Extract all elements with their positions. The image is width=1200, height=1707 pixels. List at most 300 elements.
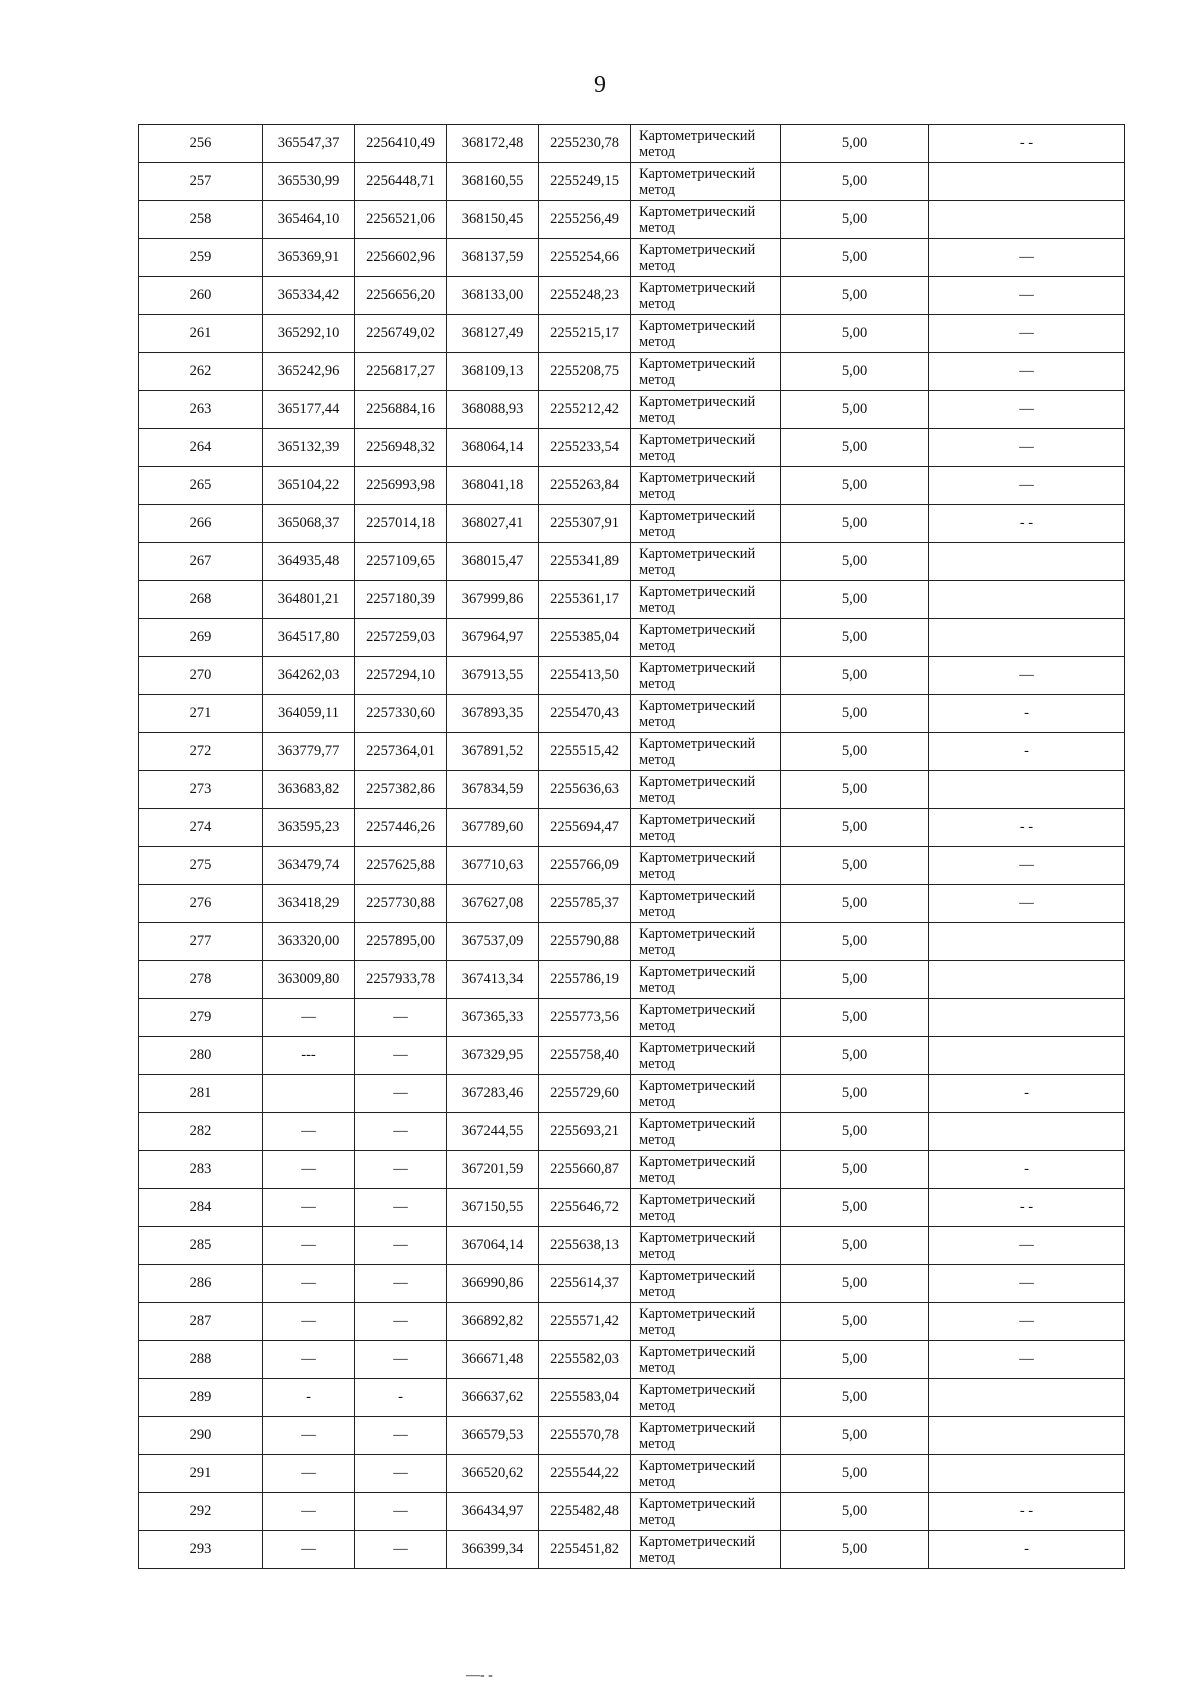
method-label-line2: метод xyxy=(639,1549,675,1566)
method-cell xyxy=(631,1341,781,1379)
refined-x-cell: 368027,41 xyxy=(447,505,539,543)
refined-y-cell: 2255785,37 xyxy=(539,885,631,923)
table-row xyxy=(139,1303,1125,1341)
method-label-line1: Картометрический xyxy=(639,963,756,980)
accuracy-cell: 5,00 xyxy=(781,543,929,581)
refined-x-cell: 366892,82 xyxy=(447,1303,539,1341)
point-number-cell: 288 xyxy=(139,1341,263,1379)
refined-x-cell: 367283,46 xyxy=(447,1075,539,1113)
method-label-line2: метод xyxy=(639,1093,675,1110)
refined-x-cell: 368109,13 xyxy=(447,353,539,391)
accuracy-cell: 5,00 xyxy=(781,353,929,391)
table-row xyxy=(139,353,1125,391)
existing-y-cell: — xyxy=(355,1265,447,1303)
table-row xyxy=(139,239,1125,277)
note-cell xyxy=(929,771,1125,809)
table-row xyxy=(139,201,1125,239)
existing-x-cell: 363779,77 xyxy=(263,733,355,771)
refined-x-cell: 366434,97 xyxy=(447,1493,539,1531)
method-label-line2: метод xyxy=(639,409,675,426)
method-label-line2: метод xyxy=(639,1131,675,1148)
method-cell xyxy=(631,1189,781,1227)
method-label-line1: Картометрический xyxy=(639,887,756,904)
method-label-line2: метод xyxy=(639,1397,675,1414)
refined-y-cell: 2255570,78 xyxy=(539,1417,631,1455)
note-cell xyxy=(929,961,1125,999)
note-cell: - xyxy=(929,1151,1125,1189)
existing-x-cell: — xyxy=(263,1341,355,1379)
existing-y-cell: — xyxy=(355,1151,447,1189)
note-cell: — xyxy=(929,429,1125,467)
table-row xyxy=(139,885,1125,923)
method-cell xyxy=(631,1455,781,1493)
method-cell xyxy=(631,1037,781,1075)
note-cell xyxy=(929,543,1125,581)
accuracy-cell: 5,00 xyxy=(781,657,929,695)
method-label-line1: Картометрический xyxy=(639,659,756,676)
accuracy-cell: 5,00 xyxy=(781,999,929,1037)
refined-x-cell: 366990,86 xyxy=(447,1265,539,1303)
page-number: 9 xyxy=(594,72,606,98)
refined-x-cell: 368150,45 xyxy=(447,201,539,239)
existing-y-cell: 2257259,03 xyxy=(355,619,447,657)
method-label-line2: метод xyxy=(639,1207,675,1224)
existing-x-cell: 363683,82 xyxy=(263,771,355,809)
table-row xyxy=(139,1531,1125,1569)
existing-x-cell: — xyxy=(263,1303,355,1341)
method-cell xyxy=(631,695,781,733)
point-number-cell: 272 xyxy=(139,733,263,771)
existing-x-cell: 365547,37 xyxy=(263,125,355,163)
existing-x-cell: 364059,11 xyxy=(263,695,355,733)
accuracy-cell: 5,00 xyxy=(781,1493,929,1531)
method-label-line2: метод xyxy=(639,1435,675,1452)
note-cell xyxy=(929,201,1125,239)
point-number-cell: 264 xyxy=(139,429,263,467)
accuracy-cell: 5,00 xyxy=(781,961,929,999)
method-label-line2: метод xyxy=(639,523,675,540)
method-cell xyxy=(631,543,781,581)
method-label-line1: Картометрический xyxy=(639,203,756,220)
note-cell: — xyxy=(929,239,1125,277)
note-cell: - - xyxy=(929,505,1125,543)
point-number-cell: 268 xyxy=(139,581,263,619)
refined-y-cell: 2255694,47 xyxy=(539,809,631,847)
accuracy-cell: 5,00 xyxy=(781,1113,929,1151)
existing-y-cell: — xyxy=(355,1189,447,1227)
existing-x-cell: 365530,99 xyxy=(263,163,355,201)
table-row xyxy=(139,809,1125,847)
existing-y-cell: 2257014,18 xyxy=(355,505,447,543)
note-cell xyxy=(929,163,1125,201)
note-cell: — xyxy=(929,277,1125,315)
accuracy-cell: 5,00 xyxy=(781,885,929,923)
note-cell: — xyxy=(929,467,1125,505)
refined-x-cell: 368064,14 xyxy=(447,429,539,467)
note-cell: — xyxy=(929,885,1125,923)
method-cell xyxy=(631,619,781,657)
refined-y-cell: 2255614,37 xyxy=(539,1265,631,1303)
point-number-cell: 283 xyxy=(139,1151,263,1189)
method-cell xyxy=(631,771,781,809)
existing-y-cell: — xyxy=(355,1493,447,1531)
note-cell: — xyxy=(929,315,1125,353)
refined-x-cell: 367244,55 xyxy=(447,1113,539,1151)
method-cell xyxy=(631,809,781,847)
existing-y-cell: — xyxy=(355,1455,447,1493)
refined-y-cell: 2255482,48 xyxy=(539,1493,631,1531)
table-row xyxy=(139,429,1125,467)
method-cell xyxy=(631,467,781,505)
method-label-line2: метод xyxy=(639,257,675,274)
refined-y-cell: 2255571,42 xyxy=(539,1303,631,1341)
method-label-line1: Картометрический xyxy=(639,1153,756,1170)
method-cell xyxy=(631,1227,781,1265)
method-cell xyxy=(631,239,781,277)
refined-y-cell: 2255636,63 xyxy=(539,771,631,809)
existing-x-cell: — xyxy=(263,1531,355,1569)
method-label-line2: метод xyxy=(639,1245,675,1262)
table-row xyxy=(139,1265,1125,1303)
refined-x-cell: 367964,97 xyxy=(447,619,539,657)
accuracy-cell: 5,00 xyxy=(781,695,929,733)
existing-x-cell: 365292,10 xyxy=(263,315,355,353)
accuracy-cell: 5,00 xyxy=(781,1531,929,1569)
existing-y-cell: — xyxy=(355,1037,447,1075)
refined-x-cell: 367365,33 xyxy=(447,999,539,1037)
existing-y-cell: 2256948,32 xyxy=(355,429,447,467)
refined-x-cell: 367834,59 xyxy=(447,771,539,809)
note-cell: - - xyxy=(929,1189,1125,1227)
accuracy-cell: 5,00 xyxy=(781,505,929,543)
refined-y-cell: 2255230,78 xyxy=(539,125,631,163)
existing-x-cell: 363595,23 xyxy=(263,809,355,847)
accuracy-cell: 5,00 xyxy=(781,239,929,277)
note-cell: — xyxy=(929,391,1125,429)
table-body xyxy=(139,125,1125,1569)
table-row xyxy=(139,1151,1125,1189)
method-label-line1: Картометрический xyxy=(639,279,756,296)
note-cell xyxy=(929,619,1125,657)
method-label-line2: метод xyxy=(639,1511,675,1528)
method-cell xyxy=(631,125,781,163)
existing-y-cell: — xyxy=(355,1075,447,1113)
table-row xyxy=(139,1037,1125,1075)
method-label-line2: метод xyxy=(639,295,675,312)
method-label-line1: Картометрический xyxy=(639,545,756,562)
refined-x-cell: 367150,55 xyxy=(447,1189,539,1227)
coordinates-table-wrap xyxy=(138,124,1124,1569)
existing-y-cell: — xyxy=(355,999,447,1037)
refined-y-cell: 2255470,43 xyxy=(539,695,631,733)
method-cell xyxy=(631,1265,781,1303)
point-number-cell: 293 xyxy=(139,1531,263,1569)
accuracy-cell: 5,00 xyxy=(781,163,929,201)
method-cell xyxy=(631,391,781,429)
point-number-cell: 290 xyxy=(139,1417,263,1455)
method-cell xyxy=(631,923,781,961)
point-number-cell: 286 xyxy=(139,1265,263,1303)
point-number-cell: 277 xyxy=(139,923,263,961)
refined-x-cell: 368041,18 xyxy=(447,467,539,505)
accuracy-cell: 5,00 xyxy=(781,1227,929,1265)
existing-x-cell: 364801,21 xyxy=(263,581,355,619)
table-row xyxy=(139,277,1125,315)
method-cell xyxy=(631,1303,781,1341)
method-cell xyxy=(631,353,781,391)
refined-y-cell: 2255773,56 xyxy=(539,999,631,1037)
refined-y-cell: 2255254,66 xyxy=(539,239,631,277)
method-label-line2: метод xyxy=(639,789,675,806)
accuracy-cell: 5,00 xyxy=(781,201,929,239)
refined-y-cell: 2255256,49 xyxy=(539,201,631,239)
note-cell xyxy=(929,1455,1125,1493)
refined-x-cell: 367201,59 xyxy=(447,1151,539,1189)
existing-x-cell: 364935,48 xyxy=(263,543,355,581)
existing-y-cell: — xyxy=(355,1303,447,1341)
refined-x-cell: 366637,62 xyxy=(447,1379,539,1417)
existing-y-cell: — xyxy=(355,1113,447,1151)
table-row xyxy=(139,581,1125,619)
point-number-cell: 258 xyxy=(139,201,263,239)
accuracy-cell: 5,00 xyxy=(781,1341,929,1379)
method-cell xyxy=(631,1493,781,1531)
method-label-line1: Картометрический xyxy=(639,165,756,182)
accuracy-cell: 5,00 xyxy=(781,1037,929,1075)
table-row xyxy=(139,163,1125,201)
note-cell: — xyxy=(929,847,1125,885)
method-cell xyxy=(631,1113,781,1151)
method-label-line2: метод xyxy=(639,599,675,616)
accuracy-cell: 5,00 xyxy=(781,1189,929,1227)
refined-y-cell: 2255790,88 xyxy=(539,923,631,961)
method-cell xyxy=(631,1531,781,1569)
method-label-line2: метод xyxy=(639,637,675,654)
refined-x-cell: 367891,52 xyxy=(447,733,539,771)
point-number-cell: 289 xyxy=(139,1379,263,1417)
refined-y-cell: 2255413,50 xyxy=(539,657,631,695)
refined-x-cell: 366399,34 xyxy=(447,1531,539,1569)
table-row xyxy=(139,315,1125,353)
accuracy-cell: 5,00 xyxy=(781,1417,929,1455)
note-cell: - xyxy=(929,733,1125,771)
existing-x-cell: --- xyxy=(263,1037,355,1075)
method-label-line1: Картометрический xyxy=(639,393,756,410)
note-cell xyxy=(929,1113,1125,1151)
method-label-line2: метод xyxy=(639,1283,675,1300)
method-cell xyxy=(631,429,781,467)
accuracy-cell: 5,00 xyxy=(781,771,929,809)
note-cell: — xyxy=(929,657,1125,695)
note-cell: — xyxy=(929,1341,1125,1379)
refined-y-cell: 2255729,60 xyxy=(539,1075,631,1113)
point-number-cell: 284 xyxy=(139,1189,263,1227)
method-cell xyxy=(631,277,781,315)
method-label-line1: Картометрический xyxy=(639,811,756,828)
point-number-cell: 275 xyxy=(139,847,263,885)
refined-y-cell: 2255249,15 xyxy=(539,163,631,201)
point-number-cell: 265 xyxy=(139,467,263,505)
existing-y-cell: 2257895,00 xyxy=(355,923,447,961)
method-label-line2: метод xyxy=(639,219,675,236)
existing-y-cell: 2256602,96 xyxy=(355,239,447,277)
method-label-line2: метод xyxy=(639,903,675,920)
point-number-cell: 257 xyxy=(139,163,263,201)
existing-x-cell: 365132,39 xyxy=(263,429,355,467)
table-row xyxy=(139,999,1125,1037)
method-label-line1: Картометрический xyxy=(639,925,756,942)
refined-y-cell: 2255660,87 xyxy=(539,1151,631,1189)
method-cell xyxy=(631,999,781,1037)
existing-x-cell: 365242,96 xyxy=(263,353,355,391)
existing-y-cell: 2257180,39 xyxy=(355,581,447,619)
method-label-line1: Картометрический xyxy=(639,1381,756,1398)
accuracy-cell: 5,00 xyxy=(781,809,929,847)
existing-x-cell: — xyxy=(263,1227,355,1265)
table-row xyxy=(139,961,1125,999)
accuracy-cell: 5,00 xyxy=(781,923,929,961)
point-number-cell: 259 xyxy=(139,239,263,277)
existing-x-cell: 365369,91 xyxy=(263,239,355,277)
existing-y-cell: — xyxy=(355,1227,447,1265)
method-cell xyxy=(631,733,781,771)
existing-x-cell: 363320,00 xyxy=(263,923,355,961)
refined-y-cell: 2255212,42 xyxy=(539,391,631,429)
method-label-line1: Картометрический xyxy=(639,621,756,638)
method-label-line2: метод xyxy=(639,447,675,464)
table-row xyxy=(139,619,1125,657)
method-label-line2: метод xyxy=(639,371,675,388)
method-label-line2: метод xyxy=(639,827,675,844)
point-number-cell: 271 xyxy=(139,695,263,733)
method-label-line1: Картометрический xyxy=(639,1115,756,1132)
method-label-line1: Картометрический xyxy=(639,1495,756,1512)
accuracy-cell: 5,00 xyxy=(781,429,929,467)
existing-y-cell: 2256410,49 xyxy=(355,125,447,163)
method-cell xyxy=(631,885,781,923)
coordinates-table xyxy=(138,124,1125,1569)
method-cell xyxy=(631,847,781,885)
method-label-line1: Картометрический xyxy=(639,1001,756,1018)
point-number-cell: 291 xyxy=(139,1455,263,1493)
note-cell: - xyxy=(929,1531,1125,1569)
method-label-line2: метод xyxy=(639,1017,675,1034)
accuracy-cell: 5,00 xyxy=(781,733,929,771)
point-number-cell: 282 xyxy=(139,1113,263,1151)
accuracy-cell: 5,00 xyxy=(781,581,929,619)
method-label-line1: Картометрический xyxy=(639,1343,756,1360)
method-label-line2: метод xyxy=(639,333,675,350)
existing-x-cell: — xyxy=(263,1265,355,1303)
refined-x-cell: 368137,59 xyxy=(447,239,539,277)
existing-y-cell: 2256817,27 xyxy=(355,353,447,391)
method-cell xyxy=(631,961,781,999)
table-row xyxy=(139,1227,1125,1265)
point-number-cell: 276 xyxy=(139,885,263,923)
note-cell xyxy=(929,923,1125,961)
point-number-cell: 280 xyxy=(139,1037,263,1075)
refined-y-cell: 2255263,84 xyxy=(539,467,631,505)
existing-x-cell: 365334,42 xyxy=(263,277,355,315)
note-cell: - xyxy=(929,1075,1125,1113)
method-label-line1: Картометрический xyxy=(639,1191,756,1208)
method-label-line1: Картометрический xyxy=(639,1229,756,1246)
note-cell: - - xyxy=(929,1493,1125,1531)
refined-y-cell: 2255233,54 xyxy=(539,429,631,467)
method-cell xyxy=(631,201,781,239)
method-label-line1: Картометрический xyxy=(639,431,756,448)
method-cell xyxy=(631,1379,781,1417)
accuracy-cell: 5,00 xyxy=(781,1075,929,1113)
existing-y-cell: — xyxy=(355,1417,447,1455)
accuracy-cell: 5,00 xyxy=(781,125,929,163)
method-label-line2: метод xyxy=(639,485,675,502)
refined-x-cell: 368088,93 xyxy=(447,391,539,429)
note-cell xyxy=(929,581,1125,619)
method-cell xyxy=(631,1417,781,1455)
method-label-line2: метод xyxy=(639,1055,675,1072)
accuracy-cell: 5,00 xyxy=(781,619,929,657)
refined-y-cell: 2255758,40 xyxy=(539,1037,631,1075)
refined-x-cell: 367537,09 xyxy=(447,923,539,961)
point-number-cell: 262 xyxy=(139,353,263,391)
method-label-line1: Картометрический xyxy=(639,355,756,372)
method-label-line2: метод xyxy=(639,865,675,882)
note-cell xyxy=(929,1379,1125,1417)
point-number-cell: 278 xyxy=(139,961,263,999)
existing-x-cell: 363479,74 xyxy=(263,847,355,885)
table-row xyxy=(139,733,1125,771)
existing-y-cell: 2256884,16 xyxy=(355,391,447,429)
method-label-line2: метод xyxy=(639,675,675,692)
method-label-line1: Картометрический xyxy=(639,735,756,752)
existing-y-cell: 2256749,02 xyxy=(355,315,447,353)
refined-y-cell: 2255451,82 xyxy=(539,1531,631,1569)
table-row xyxy=(139,505,1125,543)
point-number-cell: 274 xyxy=(139,809,263,847)
point-number-cell: 261 xyxy=(139,315,263,353)
note-cell: - - xyxy=(929,809,1125,847)
point-number-cell: 266 xyxy=(139,505,263,543)
existing-y-cell: — xyxy=(355,1531,447,1569)
accuracy-cell: 5,00 xyxy=(781,277,929,315)
refined-x-cell: 367064,14 xyxy=(447,1227,539,1265)
point-number-cell: 256 xyxy=(139,125,263,163)
point-number-cell: 285 xyxy=(139,1227,263,1265)
refined-x-cell: 366579,53 xyxy=(447,1417,539,1455)
existing-x-cell: — xyxy=(263,1189,355,1227)
refined-x-cell: 367329,95 xyxy=(447,1037,539,1075)
method-label-line2: метод xyxy=(639,561,675,578)
existing-y-cell: 2257109,65 xyxy=(355,543,447,581)
refined-y-cell: 2255361,17 xyxy=(539,581,631,619)
table-row xyxy=(139,847,1125,885)
method-label-line1: Картометрический xyxy=(639,1267,756,1284)
refined-x-cell: 367789,60 xyxy=(447,809,539,847)
method-label-line2: метод xyxy=(639,713,675,730)
method-cell xyxy=(631,315,781,353)
existing-y-cell: - xyxy=(355,1379,447,1417)
refined-x-cell: 367893,35 xyxy=(447,695,539,733)
point-number-cell: 263 xyxy=(139,391,263,429)
table-row xyxy=(139,1189,1125,1227)
method-label-line1: Картометрический xyxy=(639,1077,756,1094)
accuracy-cell: 5,00 xyxy=(781,847,929,885)
existing-y-cell: 2257382,86 xyxy=(355,771,447,809)
existing-x-cell xyxy=(263,1075,355,1113)
refined-y-cell: 2255583,04 xyxy=(539,1379,631,1417)
point-number-cell: 273 xyxy=(139,771,263,809)
